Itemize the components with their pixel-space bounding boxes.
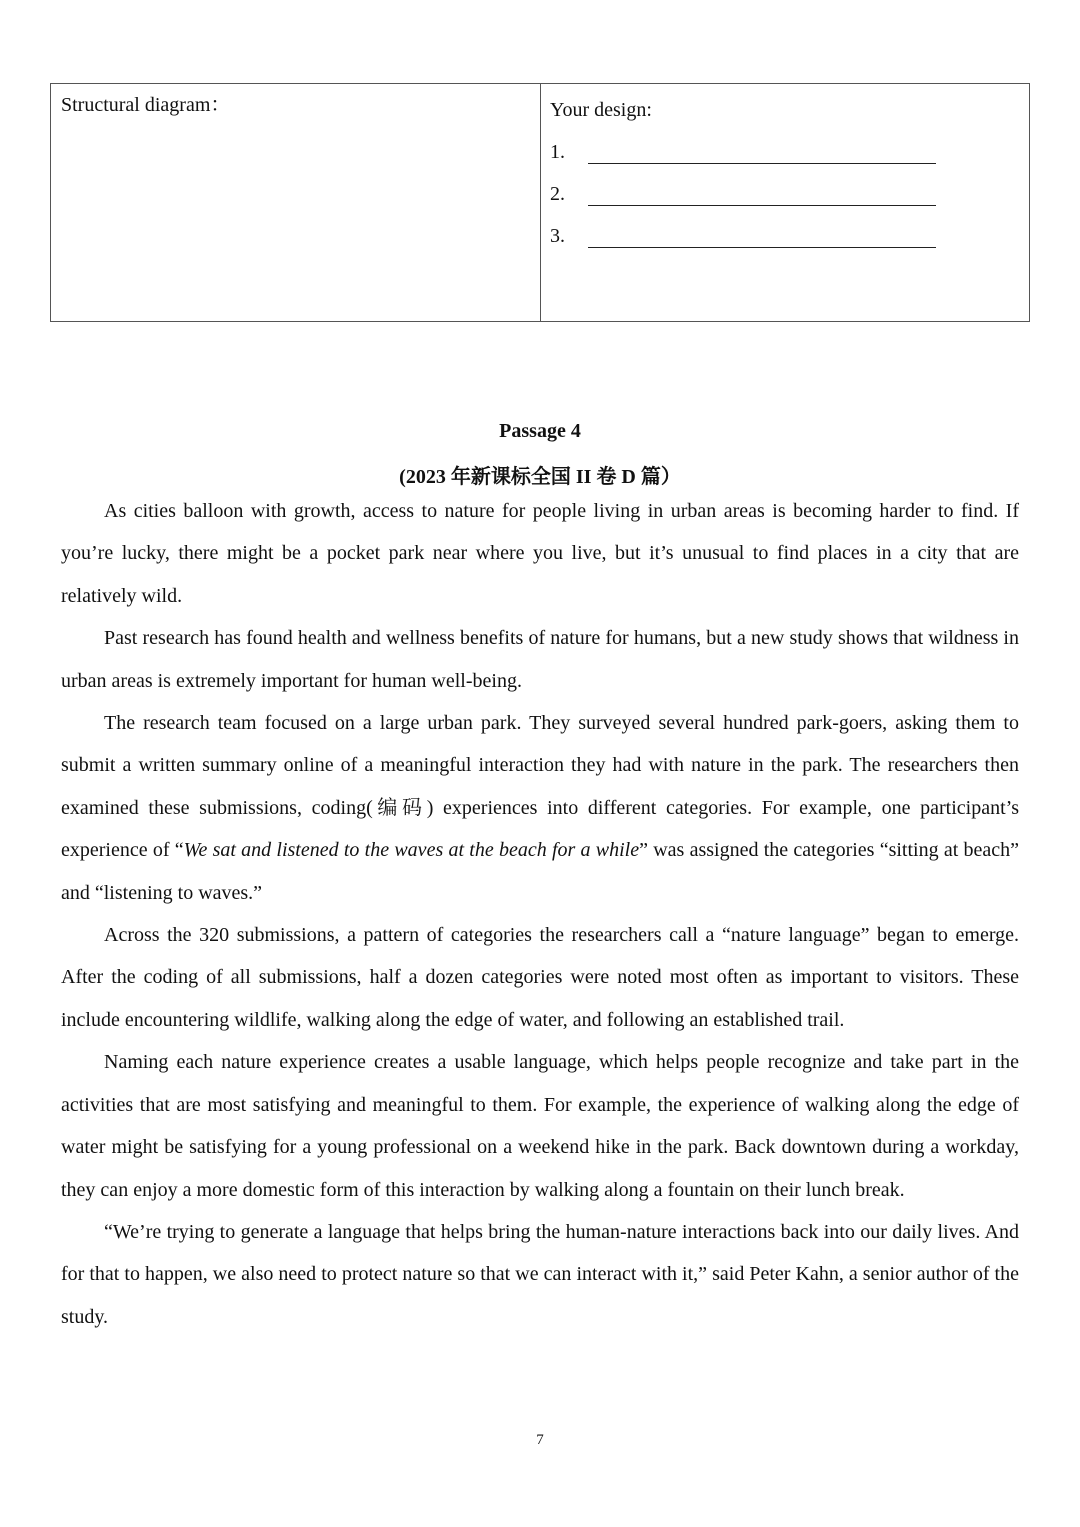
paragraph-4: Across the 320 submissions, a pattern of categories the researchers call a “nature language” began to emerge. After the coding of all submissions, half a dozen categories were noted most often as important to visitors. These include encountering wildlife, walking along the edge of water, and following an established trail. (61, 924, 1019, 1031)
paragraph-3-before: The research team focused on a large urban park. They surveyed several hundred park-goers, asking them to submit a written summary online of a meaningful interaction they had with nature in the park. The researchers then examined these submissions, coding(编码) experiences into different categories. For example, one participant’s experience of “ (61, 712, 1019, 862)
paragraph-2: Past research has found health and wellness benefits of nature for humans, but a new study shows that wildness in urban areas is extremely important for human well-being. (61, 627, 1019, 692)
paragraph-3-quote: We sat and listened to the waves at the beach for a while (183, 839, 640, 862)
paragraph-3-after: ” was assigned the categories “sitting at beach” and “listening to waves.” (61, 839, 1020, 904)
design-line-number: 1. (550, 141, 565, 163)
passage-source: (2023 年新课标全国 II 卷 D 篇） (399, 466, 681, 488)
passage-title: Passage 4 (499, 420, 581, 442)
your-design-cell (541, 84, 1029, 321)
design-line-2 (550, 183, 936, 206)
design-line-1 (550, 141, 936, 164)
design-blank-2[interactable] (588, 185, 936, 206)
structural-diagram-cell (51, 84, 541, 321)
passage-body (61, 490, 1019, 1338)
your-design-label: Your design: (550, 99, 652, 121)
design-line-3 (550, 225, 936, 248)
design-line-number: 2. (550, 183, 565, 205)
paragraph-3 (61, 702, 1019, 914)
design-blank-1[interactable] (588, 143, 936, 164)
page-number: 7 (536, 1432, 544, 1448)
design-table (50, 83, 1030, 322)
design-line-number: 3. (550, 225, 565, 247)
paragraph-5: Naming each nature experience creates a usable language, which helps people recognize and take part in the activities that are most satisfying and meaningful to them. For example, the experience of walking along the edge of water might be satisfying for a young professional on a weekend hike in the park. Back downtown during a workday, they can enjoy a more domestic form of this interaction by walking along a fountain on their lunch break. (61, 1051, 1019, 1201)
paragraph-1: As cities balloon with growth, access to nature for people living in urban areas is becoming harder to find. If you’re lucky, there might be a pocket park near where you live, but it’s unusual to find places in a city that are relatively wild. (61, 500, 1019, 607)
structural-diagram-label: Structural diagram： (61, 94, 231, 116)
paragraph-6: “We’re trying to generate a language that helps bring the human-nature interactions back into our daily lives. And for that to happen, we also need to protect nature so that we can interact with it,” said Peter Kahn, a senior author of the study. (61, 1220, 1019, 1328)
design-blank-3[interactable] (588, 227, 936, 248)
